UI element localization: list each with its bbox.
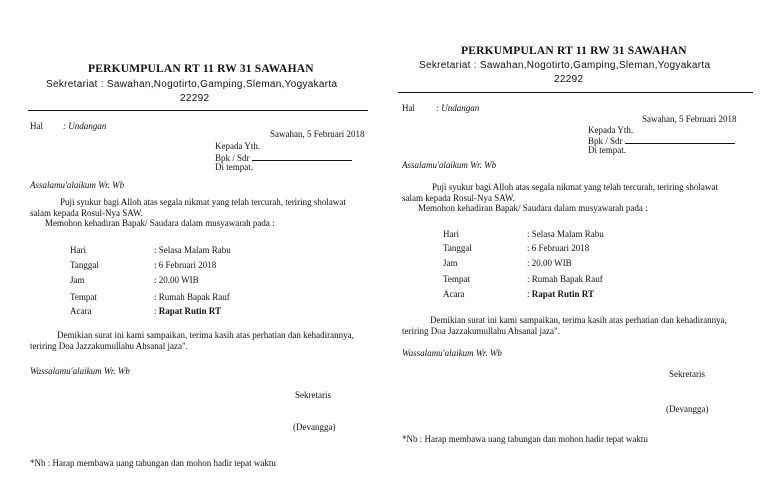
para1-line2: salam kepada Rosul-Nya SAW. [402, 193, 515, 203]
detail-label-tanggal: Tanggal [443, 243, 472, 253]
para1-line3: Memohon kehadiran Bapak/ Saudara dalam musyawarah pada : [418, 203, 648, 213]
detail-value-tempat: : Rumah Bapak Rauf [527, 274, 603, 284]
closing-line1: Demikian surat ini kami sampaikan, terima kasih atas perhatian dan kehadirannya, [430, 315, 727, 325]
recipient-line2: Bpk / Sdr [588, 135, 735, 146]
detail-value-jam: : 20.00 WIB [154, 275, 199, 285]
signer-name: (Devangga) [293, 422, 336, 432]
detail-label-hari: Hari [443, 229, 459, 239]
detail-value-acara: : Rapat Rutin RT [527, 289, 594, 299]
detail-value-jam: : 20.00 WIB [527, 258, 572, 268]
postal-code: 22292 [180, 93, 210, 104]
detail-label-tempat: Tempat [70, 292, 97, 302]
closing-line2: teriring Doa Jazzakumullahu Ahsanal jaza". [402, 326, 560, 336]
detail-value-acara: : Rapat Rutin RT [154, 306, 221, 316]
hal-value: : Undangan [63, 121, 107, 131]
farewell: Wassalamu'alaikum Wr. Wb [402, 348, 502, 358]
detail-value-hari: : Selasa Malam Rabu [154, 245, 231, 255]
secretariat-line: Sekretariat : Sawahan,Nogotirto,Gamping,Sleman,Yogyakarta [46, 79, 338, 90]
header-rule [398, 92, 753, 93]
recipient-line1: Kepada Yth. [588, 125, 634, 135]
header-rule [28, 110, 368, 111]
recipient-line1: Kepada Yth. [215, 141, 261, 151]
detail-label-jam: Jam [70, 275, 85, 285]
recipient-line3: Di tempat. [215, 162, 253, 172]
postal-code: 22292 [554, 74, 584, 85]
greeting: Assalamu'alaikum Wr. Wb [402, 160, 497, 170]
footnote: *Nb : Harap membawa uang tabungan dan mohon hadir tepat waktu [30, 458, 276, 468]
signer-title: Sekretaris [669, 369, 705, 379]
recipient-line3: Di tempat. [588, 145, 626, 155]
greeting: Assalamu'alaikum Wr. Wb [30, 180, 125, 190]
detail-label-hari: Hari [70, 245, 86, 255]
detail-label-tanggal: Tanggal [70, 260, 99, 270]
hal-label: Hal [402, 103, 415, 113]
detail-label-jam: Jam [443, 258, 458, 268]
letter-date: Sawahan, 5 Februari 2018 [270, 129, 365, 139]
org-title: PERKUMPULAN RT 11 RW 31 SAWAHAN [88, 63, 314, 75]
para1-line2: salam kepada Rosul-Nya SAW. [30, 208, 143, 218]
detail-value-tanggal: : 6 Februari 2018 [154, 260, 217, 270]
farewell: Wassalamu'alaikum Wr. Wb [30, 366, 130, 376]
detail-label-acara: Acara [443, 289, 465, 299]
signer-name: (Devangga) [666, 404, 709, 414]
org-title: PERKUMPULAN RT 11 RW 31 SAWAHAN [461, 45, 687, 57]
hal-value: : Undangan [436, 103, 480, 113]
footnote: *Nb : Harap membawa uang tabungan dan mohon hadir tepat waktu [402, 434, 648, 444]
detail-value-tanggal: : 6 Februari 2018 [527, 243, 590, 253]
para1-line3: Memohon kehadiran Bapak/ Saudara dalam musyawarah pada : [45, 218, 275, 228]
letter-right [384, 0, 768, 501]
signer-title: Sekretaris [295, 390, 331, 400]
detail-value-hari: : Selasa Malam Rabu [527, 229, 604, 239]
detail-value-tempat: : Rumah Bapak Rauf [154, 292, 230, 302]
closing-line1: Demikian surat ini kami sampaikan, terima kasih atas perhatian dan kehadirannya, [57, 330, 354, 340]
detail-label-tempat: Tempat [443, 274, 470, 284]
para1-line1: Puji syukur bagi Alloh atas segala nikmat yang telah tercurah, teriring sholawat [60, 197, 346, 207]
closing-line2: teriring Doa Jazzakumullahu Ahsanal jaza". [30, 341, 188, 351]
recipient-line2: Bpk / Sdr [215, 152, 352, 163]
letter-date: Sawahan, 5 Februari 2018 [642, 114, 737, 124]
detail-label-acara: Acara [70, 306, 92, 316]
hal-label: Hal [30, 121, 43, 131]
para1-line1: Puji syukur bagi Alloh atas segala nikmat yang telah tercurah, teriring sholawat [432, 182, 718, 192]
secretariat-line: Sekretariat : Sawahan,Nogotirto,Gamping,Sleman,Yogyakarta [419, 60, 711, 71]
